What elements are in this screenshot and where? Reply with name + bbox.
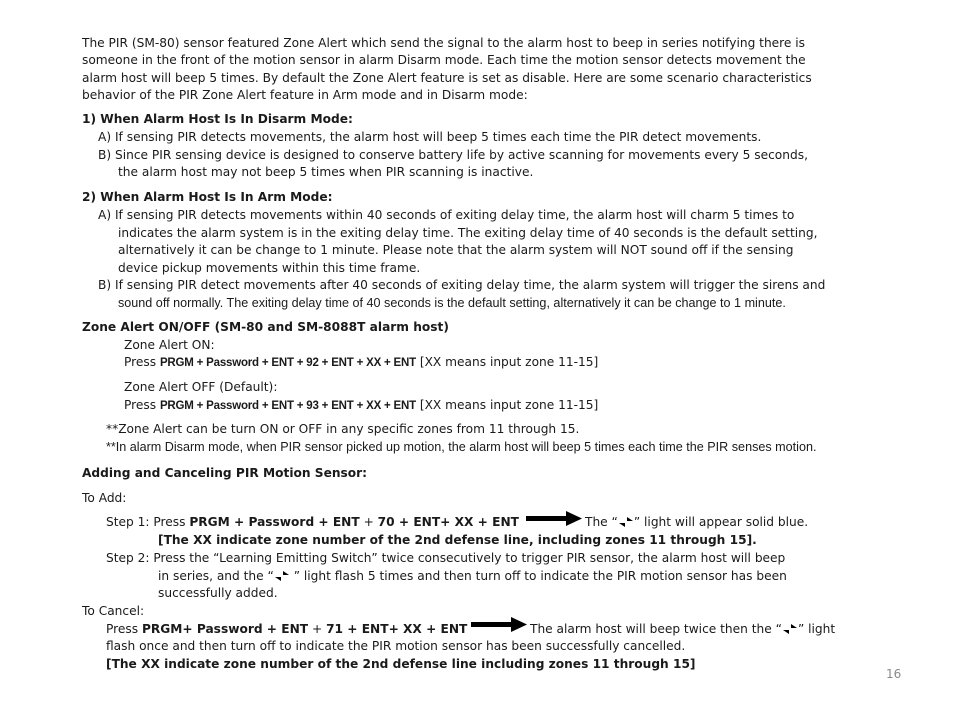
cancel-plus: + xyxy=(308,622,327,636)
step1-result-a: The “ xyxy=(585,515,618,529)
intro-line-1: The PIR (SM-80) sensor featured Zone Alert which send the signal to the alarm host to beep in series notifying there is xyxy=(82,36,806,50)
section1-item-b-line-1: B) Since PIR sensing device is designed to conserve battery life by active scanning for movements every 5 seconds, xyxy=(98,148,808,162)
step2-line-3: successfully added. xyxy=(158,586,278,600)
cancel-result xyxy=(530,621,835,637)
zone-alert-heading: Zone Alert ON/OFF (SM-80 and SM-8088T alarm host) xyxy=(82,320,449,334)
cancel-line-1 xyxy=(106,621,467,637)
right-arrow-icon xyxy=(526,511,582,527)
cancel-line-2: flash once and then turn off to indicate the PIR motion sensor has been successfully cancelled. xyxy=(106,639,686,653)
step1-plus: + xyxy=(359,515,378,529)
press-label: Press xyxy=(124,398,157,412)
step1-prefix: Step 1: Press xyxy=(106,515,190,529)
intro-line-4: behavior of the PIR Zone Alert feature in Arm mode and in Disarm mode: xyxy=(82,88,528,102)
intro-line-2: someone in the front of the motion sensor in alarm Disarm mode. Each time the motion sensor detects movement the xyxy=(82,53,806,67)
section2-item-a-line-2: indicates the alarm system is in the exiting delay time. The exiting delay time of 40 seconds is the default setting, xyxy=(118,226,818,240)
section2-item-a-line-4: device pickup movements within this time frame. xyxy=(118,261,421,275)
to-add-label: To Add: xyxy=(82,491,127,505)
zone-alert-note-2: **In alarm Disarm mode, when PIR sensor picked up motion, the alarm host will beep 5 times each time the PIR senses motion. xyxy=(106,440,817,454)
zone-alert-on-command xyxy=(124,354,598,371)
cancel-press: Press xyxy=(106,622,142,636)
cancel-result-a: The alarm host will beep twice then the “ xyxy=(530,622,782,636)
zone-alert-off-command xyxy=(124,397,598,414)
step1-result xyxy=(585,514,808,530)
intro-line-3: alarm host will beep 5 times. By default the Zone Alert feature is set as disable. Here are some scenario characteristics xyxy=(82,71,812,85)
cancel-note: [The XX indicate zone number of the 2nd defense line including zones 11 through 15] xyxy=(106,657,696,671)
right-arrow-icon xyxy=(471,617,527,633)
step2-b2: ” light flash 5 times and then turn off to indicate the PIR motion sensor has been xyxy=(289,569,787,583)
zone-arrows-icon xyxy=(618,516,634,528)
section1-item-a: A) If sensing PIR detects movements, the alarm host will beep 5 times each time the PIR detect movements. xyxy=(98,130,762,144)
zone-on-key-sequence: PRGM + Password + ENT + 92 + ENT + XX + ENT xyxy=(159,357,416,369)
section2-item-a-line-1: A) If sensing PIR detects movements within 40 seconds of exiting delay time, the alarm host will charm 5 times to xyxy=(98,208,795,222)
section2-item-b-line-2: sound off normally. The exiting delay time of 40 seconds is the default setting, alternatively it can be change to 1 minute. xyxy=(118,296,786,310)
step1-note: [The XX indicate zone number of the 2nd defense line, including zones 11 through 15]. xyxy=(158,533,757,547)
cancel-result-b: ” light xyxy=(797,622,836,636)
zone-off-key-sequence: PRGM + Password + ENT + 93 + ENT + XX + ENT xyxy=(159,400,416,412)
zone-alert-off-label: Zone Alert OFF (Default): xyxy=(124,380,278,394)
press-label: Press xyxy=(124,355,157,369)
cancel-cmd-a: PRGM+ Password + ENT xyxy=(141,622,309,636)
section2-heading: 2) When Alarm Host Is In Arm Mode: xyxy=(82,190,333,204)
zone-off-note: [XX means input zone 11-15] xyxy=(419,398,599,412)
cancel-cmd-b: 71 + ENT+ XX + ENT xyxy=(326,622,468,636)
zone-alert-note-1: **Zone Alert can be turn ON or OFF in any specific zones from 11 through 15. xyxy=(106,422,580,436)
section2-item-b-line-1: B) If sensing PIR detect movements after 40 seconds of exiting delay time, the alarm system will trigger the sirens and xyxy=(98,278,826,292)
step1-cmd-a: PRGM + Password + ENT xyxy=(189,515,360,529)
section2-item-a-line-3: alternatively it can be change to 1 minute. Please note that the alarm system will NOT sound off if the sensing xyxy=(118,243,794,257)
zone-arrows-icon xyxy=(274,570,290,582)
pir-heading: Adding and Canceling PIR Motion Sensor: xyxy=(82,466,368,480)
step2-line-2 xyxy=(158,568,787,584)
zone-alert-on-label: Zone Alert ON: xyxy=(124,338,215,352)
to-cancel-label: To Cancel: xyxy=(82,604,145,618)
step2-b1: in series, and the “ xyxy=(158,569,274,583)
step1-result-b: ” light will appear solid blue. xyxy=(633,515,809,529)
step1-cmd-b: 70 + ENT+ XX + ENT xyxy=(377,515,519,529)
zone-arrows-icon xyxy=(782,623,798,635)
section1-heading: 1) When Alarm Host Is In Disarm Mode: xyxy=(82,112,353,126)
zone-on-note: [XX means input zone 11-15] xyxy=(419,355,599,369)
step2-line-1: Step 2: Press the “Learning Emitting Switch” twice consecutively to trigger PIR sensor, the alarm host will beep xyxy=(106,551,786,565)
page-number: 16 xyxy=(886,667,902,681)
section1-item-b-line-2: the alarm host may not beep 5 times when PIR scanning is inactive. xyxy=(118,165,534,179)
step1-line xyxy=(106,514,519,530)
